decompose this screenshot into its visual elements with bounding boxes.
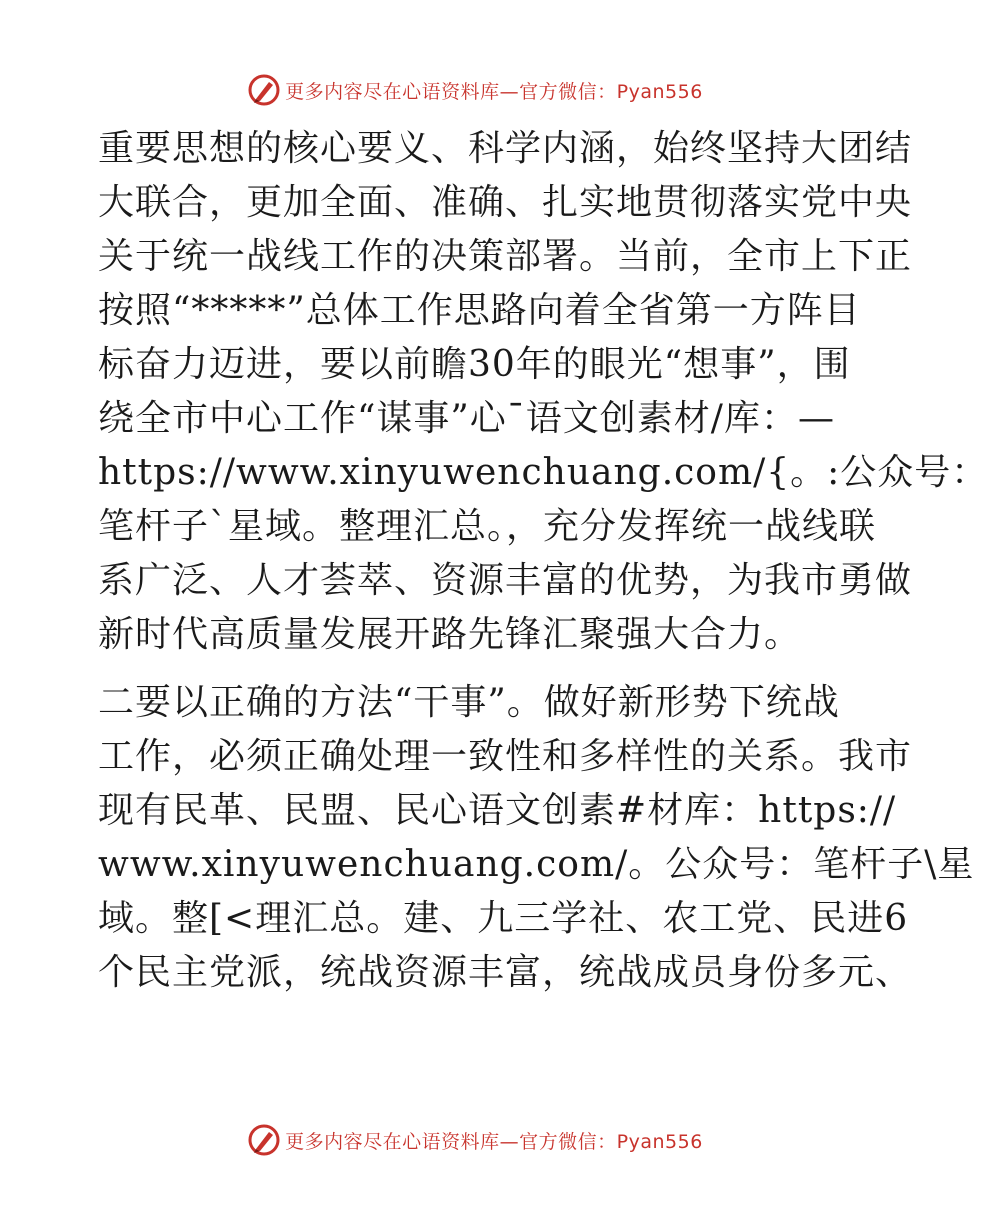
banner-text [285,77,703,104]
pen-logo-icon [247,1123,281,1157]
banner-suffix: —官方微信：Pyan556 [499,80,703,103]
paragraph-2 [98,676,975,1000]
text-line: https://www.xinyuwenchuang.com/{。:公众号： [98,452,988,493]
text-line: 个民主党派，统战资源丰富，统战成员身份多元、 [98,952,913,993]
text-line: 系广泛、人才荟萃、资源丰富的优势，为我市勇做 [98,560,913,601]
paragraph-1 [98,122,988,662]
text-line: 绕全市中心工作“谋事”心¯语文创素材/库：— [98,398,835,439]
footer-watermark-banner [0,1120,950,1160]
text-line: 标奋力迈进，要以前瞻30年的眼光“想事”，围 [98,344,851,385]
document-body [98,122,988,1000]
paragraph-gap [98,662,858,676]
text-line: 域。整[<理汇总。建、九三学社、农工党、民进6 [98,898,909,939]
banner-prefix: 更多内容尽在心语资料库 [285,1130,500,1153]
text-line: www.xinyuwenchuang.com/。公众号：笔杆子\星 [98,844,975,885]
text-line: 重要思想的核心要义、科学内涵，始终坚持大团结 [98,128,913,169]
text-line: 二要以正确的方法“干事”。做好新形势下统战 [98,682,840,723]
text-line: 关于统一战线工作的决策部署。当前，全市上下正 [98,236,913,277]
text-line: 现有民革、民盟、民心语文创素#材库：https:// [98,790,897,831]
pen-logo-icon [247,73,281,107]
text-line: 大联合，更加全面、准确、扎实地贯彻落实党中央 [98,182,913,223]
banner-text [285,1127,703,1154]
text-line: 笔杆子`星域。整理汇总。，充分发挥统一战线联 [98,506,877,547]
banner-prefix: 更多内容尽在心语资料库 [285,80,500,103]
header-watermark-banner [0,70,950,110]
text-line: 工作，必须正确处理一致性和多样性的关系。我市 [98,736,913,777]
banner-suffix: —官方微信：Pyan556 [499,1130,703,1153]
text-line: 按照“*****”总体工作思路向着全省第一方阵目 [98,290,861,331]
text-line: 新时代高质量发展开路先锋汇聚强大合力。 [98,614,802,655]
